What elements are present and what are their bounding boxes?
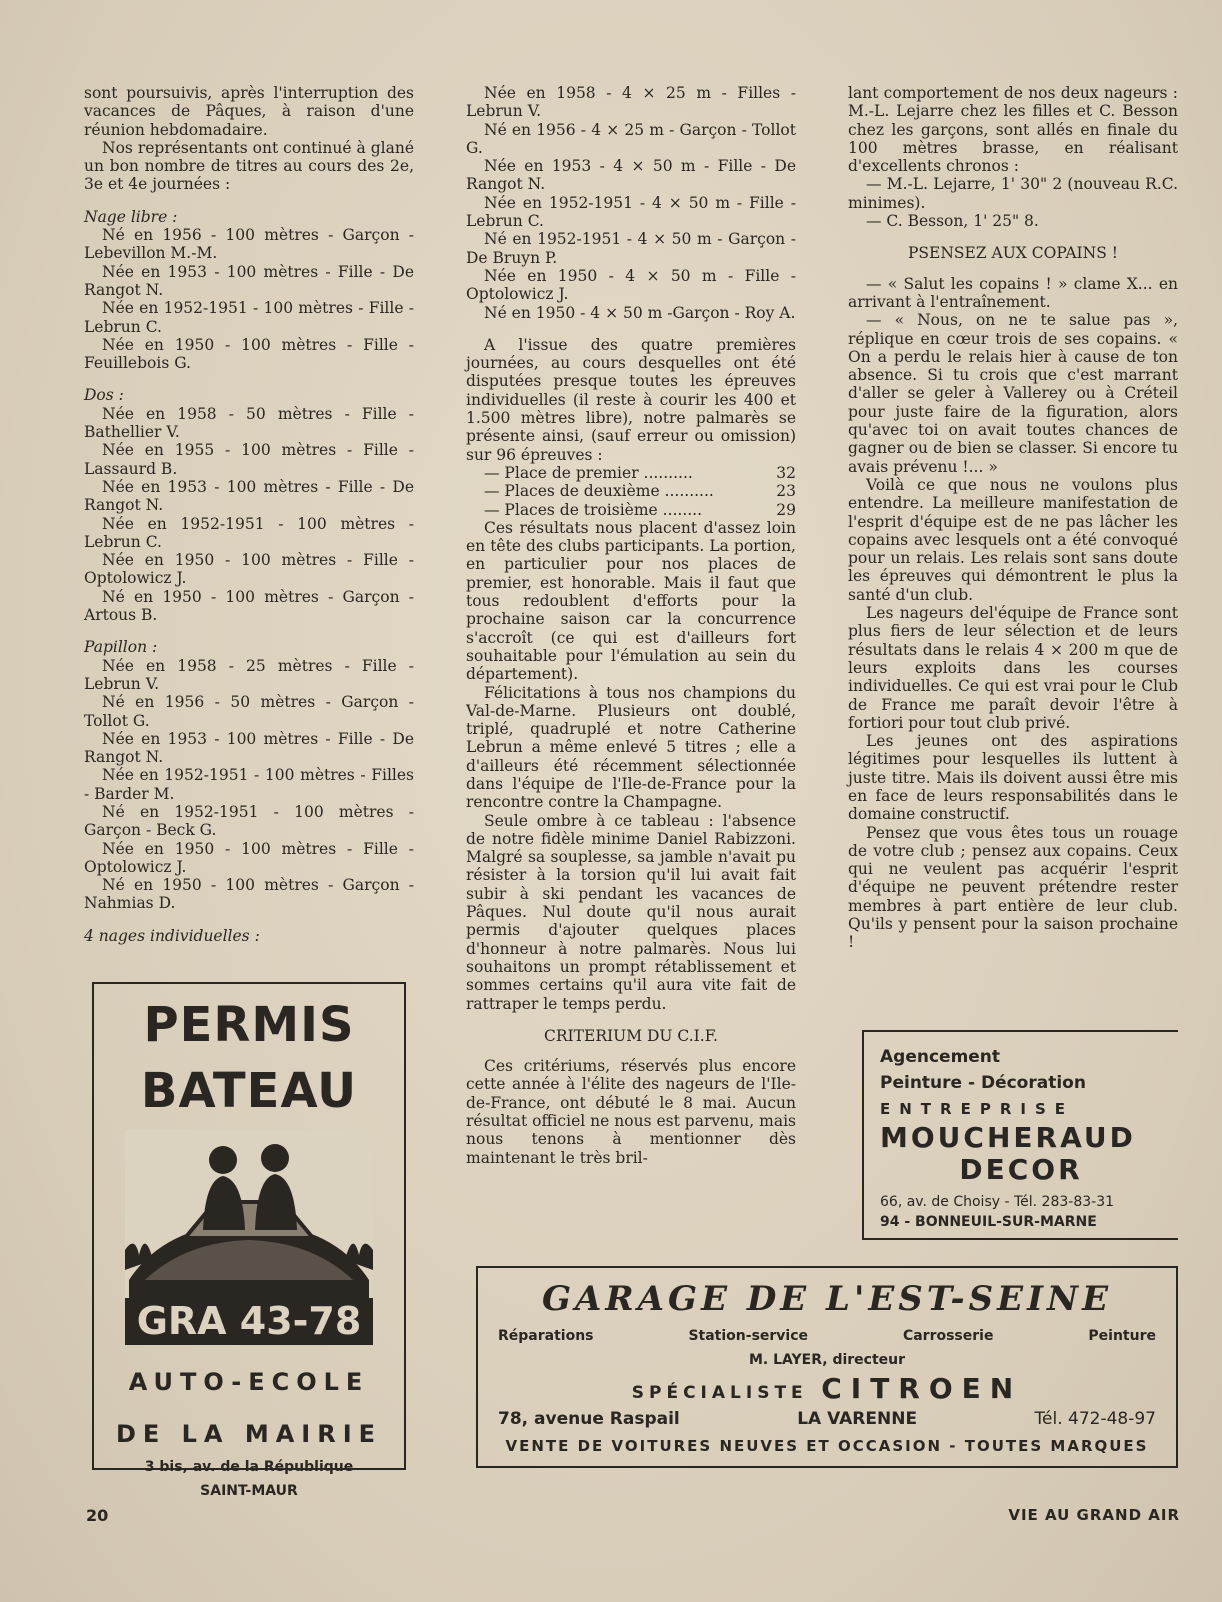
paragraph: — « Nous, on ne te salue pas », réplique en cœur trois de ses copains. « On a perdu le relais hier à cause de ton absence. Si tu crois que c'est marrant d'aller se geler à Vallerey ou à Créteil pour juste faire de la figuration, alors qu'avec toi on avait toutes chances de gagner ou de bien se classer. Si encore tu avais prévenu !... »: [848, 311, 1178, 476]
places-row: [466, 482, 796, 500]
paragraph: Les nageurs del'équipe de France sont plus fiers de leur sélection et de leurs résultats dans le relais 4 × 200 m que de leurs exploits dans les courses individuelles. Ce qui est vrai pour le Club de France me paraît devoir l'être à fortiori pour tout club privé.: [848, 604, 1178, 732]
result-item: Né en 1956 - 4 × 25 m - Garçon - Tollot G.: [466, 120, 796, 157]
result-item: Née en 1950 - 100 mètres - Fille - Feuillebois G.: [84, 335, 414, 373]
places-value: 23: [776, 482, 796, 501]
ad-phone: Tél. 472-48-97: [1034, 1409, 1156, 1429]
result-item: Née en 1953 - 100 mètres - Fille - De Rangot N.: [84, 477, 414, 515]
result-item: Né en 1952-1951 - 100 mètres - Garçon - Beck G.: [84, 802, 414, 840]
article-column-3: [848, 84, 1178, 952]
ad-line: Agencement: [880, 1047, 1001, 1067]
brand-name: CITROEN: [821, 1372, 1023, 1405]
result-item: Née en 1952-1951 - 100 mètres - Lebrun C.: [84, 514, 414, 551]
section-heading: PSENSEZ AUX COPAINS !: [908, 244, 1118, 263]
section-heading: Nage libre :: [84, 207, 178, 226]
result-item: Née en 1955 - 100 mètres - Fille - Lassaurd B.: [84, 441, 414, 478]
ad-address: 3 bis, av. de la République: [144, 1459, 354, 1475]
paragraph: Ces critériums, réservés plus encore cette année à l'élite des nageurs de l'Ile-de-France, ont débuté le 8 mai. Aucun résultat officiel ne nous est parvenu, mais nous tenons à mentionner dès maintenant le très bril-: [466, 1057, 796, 1167]
result-item: Née en 1958 - 25 mètres - Fille - Lebrun V.: [84, 656, 414, 693]
ad-title: GARAGE DE L'EST-SEINE: [541, 1279, 1112, 1319]
section-heading: Papillon :: [84, 638, 158, 657]
paragraph: A l'issue des quatre premières journées, au cours desquelles ont été disputées presque toutes les épreuves individuelles (il reste à courir les 400 et 1.500 mètres libre), notre palmarès se présente ainsi, (sauf erreur ou omission) sur 96 épreuves :: [466, 335, 796, 464]
ad-headline: PERMIS: [143, 997, 355, 1053]
service-item: Station-service: [688, 1328, 809, 1344]
ad-director: M. LAYER, directeur: [748, 1352, 906, 1368]
places-value: 32: [776, 463, 796, 482]
ad-city: LA VARENNE: [797, 1409, 918, 1429]
ad-company-name: DECOR: [959, 1153, 1083, 1186]
result-item: Née en 1958 - 4 × 25 m - Filles - Lebrun V.: [466, 84, 796, 121]
result-item: Née en 1952-1951 - 4 × 50 m - Fille - Lebrun C.: [466, 193, 796, 231]
paragraph: Félicitations à tous nos champions du Val-de-Marne. Plusieurs ont doublé, triplé, quadruplé et notre Catherine Lebrun a même enlevé 5 titres ; elle a d'ailleurs été récemment sélectionnée dans l'équipe de l'Ile-de-France pour la rencontre contre la Champagne.: [466, 683, 796, 812]
places-table: [466, 464, 796, 519]
permis-bateau-ad: [92, 982, 406, 1499]
paragraph: Nos représentants ont continué à glané un bon nombre de titres au cours des 2e, 3e et 4e journées :: [84, 138, 414, 194]
ad-company-name: MOUCHERAUD: [880, 1121, 1136, 1154]
chrono-item: — M.-L. Lejarre, 1' 30" 2 (nouveau R.C. minimes).: [848, 175, 1178, 212]
ad-footer: VENTE DE VOITURES NEUVES ET OCCASION - TOUTES MARQUES: [505, 1437, 1149, 1455]
boat-plate: GRA 43-78: [136, 1299, 362, 1343]
ad-specialist: [478, 1372, 1176, 1405]
result-item: Né en 1950 - 100 mètres - Garçon - Nahmias D.: [84, 876, 414, 913]
article-column-2: [466, 84, 796, 1167]
garage-ad: [476, 1266, 1178, 1468]
service-item: Peinture: [1088, 1328, 1156, 1344]
result-item: Née en 1952-1951 - 100 mètres - Fille - Lebrun C.: [84, 299, 414, 336]
boat-illustration: [125, 1130, 373, 1345]
result-item: Née en 1952-1951 - 100 mètres - Filles - Barder M.: [84, 766, 414, 803]
result-item: Né en 1950 - 4 × 50 m -Garçon - Roy A.: [484, 303, 796, 322]
ad-school-name: DE LA MAIRIE: [115, 1420, 383, 1448]
ad-city: 94 - BONNEUIL-SUR-MARNE: [880, 1214, 1097, 1230]
contact-row: [478, 1409, 1176, 1429]
paragraph: Les jeunes ont des aspirations légitimes pour lesquelles ils luttent à juste titre. Mais ils doivent aussi être mis en face de leurs responsabilités dans le domaine constructif.: [848, 732, 1178, 824]
service-item: Réparations: [498, 1328, 594, 1344]
ad-city: SAINT-MAUR: [200, 1483, 298, 1499]
paragraph: Seule ombre à ce tableau : l'absence de notre fidèle minime Daniel Rabizzoni. Malgré sa souplesse, sa jamble n'avait pu résister à la torsion qu'il lui avait fait subir à ski pendant les vacances de Pâques. Nul doute qu'il nous aurait permis d'ajouter quelques places d'honneur à notre palmarès. Nous lui souhaitons un prompt rétablissement et sommes certains qu'il aura vite fait de rattraper le temps perdu.: [466, 811, 796, 1013]
section-heading: 4 nages individuelles :: [84, 926, 260, 945]
result-item: Née en 1953 - 100 mètres - Fille - De Rangot N.: [84, 729, 414, 767]
places-label: — Places de deuxième ..........: [484, 482, 714, 501]
result-item: Né en 1952-1951 - 4 × 50 m - Garçon - De Bruyn P.: [466, 230, 796, 267]
chrono-item: — C. Besson, 1' 25" 8.: [866, 212, 1039, 231]
specialist-label: SPÉCIALISTE: [631, 1383, 808, 1403]
section-heading: CRITERIUM DU C.I.F.: [544, 1026, 718, 1045]
places-value: 29: [776, 500, 796, 519]
places-label: — Place de premier ..........: [484, 463, 693, 482]
result-item: Née en 1950 - 4 × 50 m - Fille - Optolowicz J.: [466, 266, 796, 304]
result-item: Né en 1956 - 50 mètres - Garçon - Tollot G.: [84, 693, 414, 730]
magazine-title: VIE AU GRAND AIR: [1008, 1506, 1180, 1524]
paragraph: — « Salut les copains ! » clame X... en arrivant à l'entraînement.: [848, 274, 1178, 311]
ad-school-name: AUTO-ECOLE: [128, 1368, 370, 1396]
ad-address: 78, avenue Raspail: [498, 1409, 680, 1429]
result-item: Née en 1953 - 4 × 50 m - Fille - De Rangot N.: [466, 157, 796, 194]
result-item: Né en 1956 - 100 mètres - Garçon - Lebevillon M.-M.: [84, 226, 414, 263]
result-item: Née en 1950 - 100 mètres - Fille - Optolowicz J.: [84, 839, 414, 876]
services-row: [478, 1328, 1176, 1344]
paragraph: Voilà ce que nous ne voulons plus entendre. La meilleure manifestation de l'esprit d'équipe est de ne pas lâcher les copains avec lesquels ont a été convoqué pour un relais. Les relais sont sans doute les épreuves qui démontrent le plus la santé d'un club.: [848, 475, 1178, 604]
paragraph: Ces résultats nous placent d'assez loin en tête des clubs participants. La portion, en particulier pour nos places de premier, est honorable. Mais il faut que tous redoublent d'efforts pour la prochaine saison car la concurrence s'accroît (ce qui est d'ailleurs fort souhaitable pour l'émulation au sein du département).: [466, 518, 796, 684]
section-heading: Dos :: [84, 386, 124, 405]
places-label: — Places de troisième ........: [484, 500, 703, 519]
result-item: Né en 1950 - 100 mètres - Garçon - Artous B.: [84, 587, 414, 625]
ad-address: 66, av. de Choisy - Tél. 283-83-31: [880, 1194, 1115, 1210]
paragraph: lant comportement de nos deux nageurs : M.-L. Lejarre chez les filles et C. Besson chez les garçons, sont allés en finale du 100 mètres brasse, en réalisant d'excellents chronos :: [848, 84, 1178, 176]
service-item: Carrosserie: [902, 1328, 994, 1344]
page-number: 20: [86, 1506, 109, 1525]
paragraph: sont poursuivis, après l'interruption des vacances de Pâques, à raison d'une réunion hebdomadaire.: [84, 84, 414, 139]
ad-headline: BATEAU: [140, 1063, 358, 1119]
result-item: Née en 1953 - 100 mètres - Fille - De Rangot N.: [84, 262, 414, 299]
result-item: Née en 1958 - 50 mètres - Fille - Bathellier V.: [84, 404, 414, 442]
places-row: [466, 464, 796, 482]
paragraph: Pensez que vous êtes tous un rouage de votre club ; pensez aux copains. Ceux qui ne veulent pas acquérir l'esprit d'équipe ne peuvent prétendre rester membres à part entière de leur club. Qu'ils y pensent pour la saison prochaine !: [848, 823, 1178, 952]
article-column-1: [84, 84, 414, 945]
places-row: [466, 501, 796, 519]
ad-line: ENTREPRISE: [880, 1100, 1075, 1118]
moucheraud-ad: [862, 1030, 1178, 1240]
ad-line: Peinture - Décoration: [880, 1073, 1086, 1093]
result-item: Née en 1950 - 100 mètres - Fille - Optolowicz J.: [84, 551, 414, 588]
